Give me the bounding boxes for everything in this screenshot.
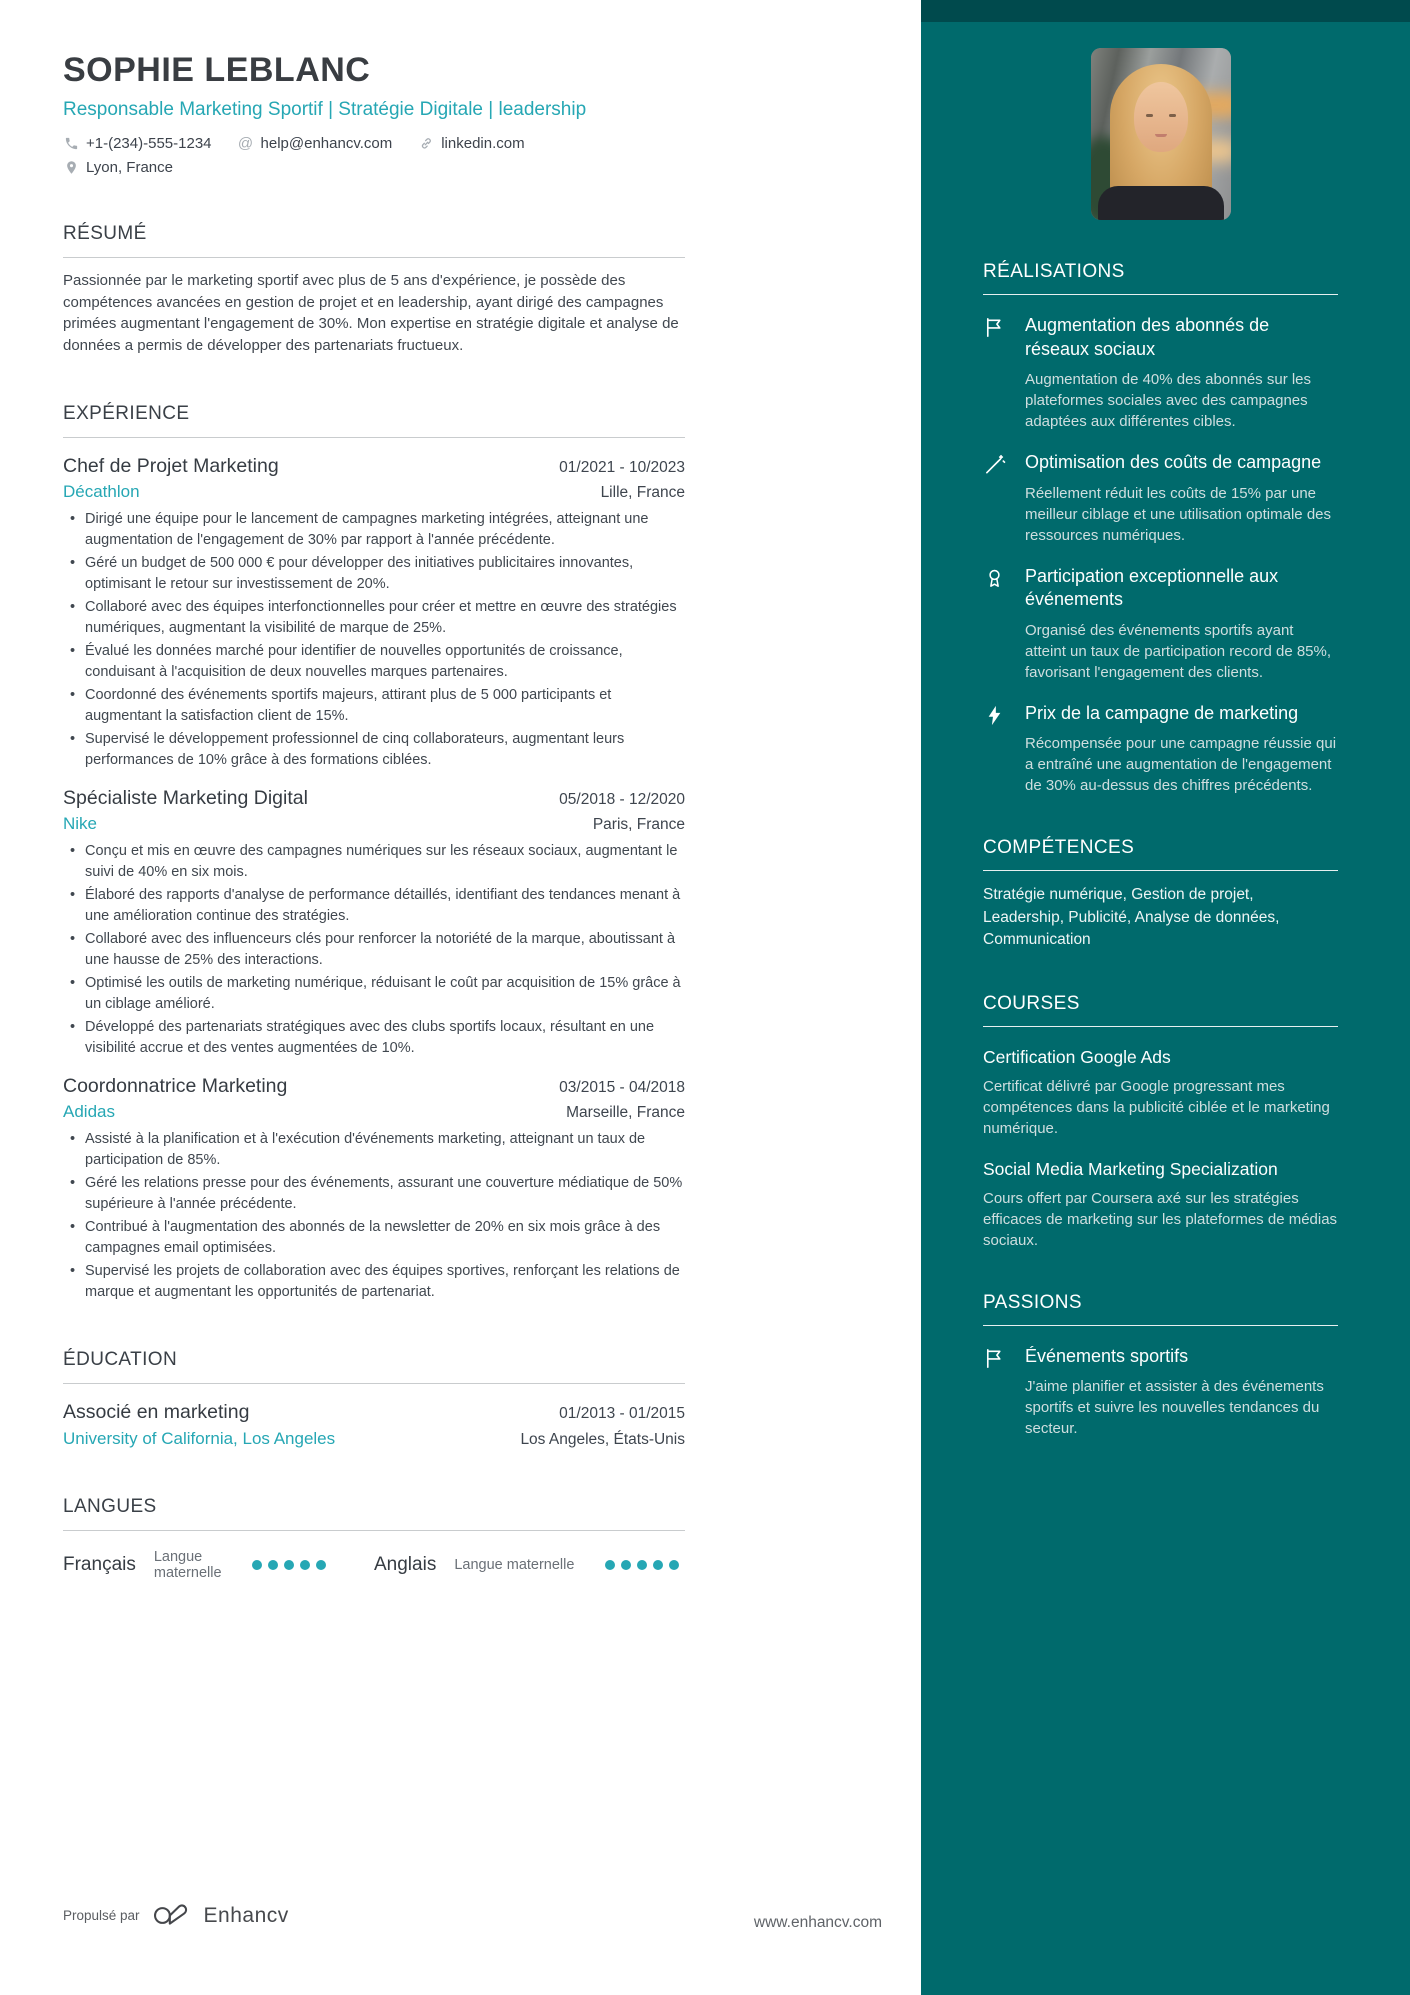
passions-list (983, 1345, 1338, 1440)
proficiency-dot (268, 1560, 278, 1570)
achievement-text: Augmentation de 40% des abonnés sur les plateformes sociales avec des campagnes adaptées aux différentes cibles. (1025, 371, 1312, 430)
course-title: Social Media Marketing Specialization (983, 1158, 1278, 1179)
job-location: Lille, France (600, 484, 685, 501)
brand-name[interactable]: Enhancv (203, 1903, 289, 1927)
education-heading: ÉDUCATION (63, 1348, 685, 1384)
job-location: Marseille, France (566, 1104, 685, 1121)
job-bullet: • Élaboré des rapports d'analyse de performance détaillés, identifiant des tendances menant à une amélioration continue des stratégies. (63, 885, 685, 926)
job-bullets (63, 509, 685, 770)
job-bullet: • Géré les relations presse pour des événements, assurant une couverture médiatique de 50% supérieure à l'année précédente. (63, 1173, 685, 1214)
achievement-item (983, 314, 1338, 432)
proficiency-dot (300, 1560, 310, 1570)
phone-contact[interactable] (63, 135, 212, 152)
job-bullet: • Supervisé le développement professionnel de cinq collaborateurs, augmentant leurs performances de 10% grâce à des formations ciblées. (63, 729, 685, 770)
job-bullets (63, 841, 685, 1058)
language-level: Langue maternelle (153, 1549, 222, 1581)
medal-icon (983, 565, 1025, 683)
achievement-text: Réellement réduit les coûts de 15% par une meilleur ciblage et une utilisation optimale des ressources numériques. (1025, 484, 1332, 544)
contact-info (63, 135, 685, 176)
powered-by-label: Propulsé par (63, 1908, 140, 1923)
achievement-text: Organisé des événements sportifs ayant atteint un taux de participation record de 85%, favorisant l'engagement des clients. (1025, 621, 1332, 681)
phone-icon (63, 136, 79, 152)
job-bullet: • Développé des partenariats stratégiques avec des clubs sportifs locaux, résultant en une visibilité accrue et des ventes augmentées de 10%. (63, 1017, 685, 1058)
job-dates: 01/2021 - 10/2023 (559, 459, 685, 476)
bolt-icon (983, 702, 1025, 797)
achievement-item (983, 702, 1338, 797)
job-bullet: • Dirigé une équipe pour le lancement de campagnes marketing intégrées, atteignant une augmentation de l'engagement de 30% par rapport à l'année précédente. (63, 509, 685, 550)
website-contact[interactable] (418, 135, 524, 152)
job-bullets (63, 1129, 685, 1302)
course-text: Certificat délivré par Google progressant mes compétences dans la publicité ciblée et le marketing numérique. (983, 1077, 1330, 1137)
education-dates: 01/2013 - 01/2015 (559, 1405, 685, 1422)
achievement-text: J'aime planifier et assister à des événements sportifs et suivre les nouvelles tendances du secteur. (1025, 1378, 1324, 1437)
experience-heading: EXPÉRIENCE (63, 402, 685, 438)
job-bullet: • Évalué les données marché pour identifier de nouvelles opportunités de croissance, conduisant à l'acquisition de deux nouvelles marques partenaires. (63, 641, 685, 682)
experience-entry (63, 1073, 685, 1302)
skills-section (983, 836, 1338, 952)
achievement-title: Augmentation des abonnés de réseaux sociaux (1025, 315, 1270, 359)
proficiency-dot (669, 1560, 679, 1570)
job-bullet: • Assisté à la planification et à l'exécution d'événements marketing, atteignant un taux de participation de 85%. (63, 1129, 685, 1170)
person-headline: Responsable Marketing Sportif | Stratégie Digitale | leadership (63, 99, 587, 120)
courses-list (983, 1046, 1338, 1251)
language-item (374, 1549, 685, 1581)
experience-entry (63, 785, 685, 1058)
job-bullet: • Conçu et mis en œuvre des campagnes numériques sur les réseaux sociaux, augmentant le suivi de 40% en six mois. (63, 841, 685, 882)
education-degree: Associé en marketing (63, 1401, 250, 1423)
summary-heading: RÉSUMÉ (63, 222, 685, 258)
phone-number: +1-(234)-555-1234 (86, 135, 212, 152)
location-pin-icon (63, 160, 79, 176)
language-name: Anglais (374, 1554, 437, 1575)
achievements-list (983, 314, 1338, 796)
course-item (983, 1046, 1338, 1139)
language-proficiency-dots (246, 1560, 326, 1570)
languages-list (63, 1549, 685, 1581)
job-bullet: • Géré un budget de 500 000 € pour développer des initiatives publicitaires innovantes, optimisant le retour sur investissement de 20%. (63, 553, 685, 594)
job-company[interactable]: Décathlon (63, 482, 140, 501)
language-level: Langue maternelle (454, 1557, 575, 1573)
proficiency-dot (621, 1560, 631, 1570)
achievement-text: Récompensée pour une campagne réussie qui a entraîné une augmentation de l'engagement de 30% au-dessus des chiffres précédents. (1025, 735, 1337, 794)
link-icon (418, 136, 434, 152)
education-location: Los Angeles, États-Unis (520, 1431, 685, 1448)
main-column (63, 0, 685, 1581)
job-title: Coordonnatrice Marketing (63, 1075, 288, 1097)
flag-icon (983, 1345, 1025, 1440)
skills-text: Stratégie numérique, Gestion de projet, Leadership, Publicité, Analyse de données, Communication (983, 886, 1280, 948)
languages-section (63, 1495, 685, 1581)
job-title: Chef de Projet Marketing (63, 455, 279, 477)
email-contact[interactable] (238, 135, 393, 152)
achievement-item (983, 565, 1338, 683)
job-bullet: • Supervisé les projets de collaboration avec des équipes sportives, renforçant les relations de marque et augmentant les opportunités de partenariat. (63, 1261, 685, 1302)
job-dates: 03/2015 - 04/2018 (559, 1079, 685, 1096)
experience-entry (63, 453, 685, 770)
passions-heading: PASSIONS (983, 1291, 1338, 1326)
proficiency-dot (605, 1560, 615, 1570)
courses-heading: COURSES (983, 992, 1338, 1027)
at-icon: @ (237, 135, 254, 152)
language-name: Français (63, 1554, 136, 1575)
language-proficiency-dots (599, 1560, 679, 1570)
summary-section (63, 222, 685, 356)
job-bullet: • Collaboré avec des influenceurs clés pour renforcer la notoriété de la marque, aboutissant à une hausse de 25% des interactions. (63, 929, 685, 970)
achievement-title: Événements sportifs (1025, 1345, 1189, 1366)
flag-icon (983, 314, 1025, 432)
passions-section (983, 1291, 1338, 1440)
course-text: Cours offert par Coursera axé sur les stratégies efficaces de marketing sur les plateformes de médias sociaux. (983, 1189, 1338, 1249)
achievement-title: Participation exceptionnelle aux événements (1025, 565, 1279, 609)
website-url: linkedin.com (441, 135, 525, 152)
profile-photo (1091, 48, 1231, 220)
summary-text: Passionnée par le marketing sportif avec plus de 5 ans d'expérience, je possède des compétences avancées en gestion de projet et en leadership, ayant dirigé des campagnes primées augmentant l'engagement de 30%. Mon expertise en stratégie digitale et analyse de données a permis de développer des partenariats fructueux. (63, 272, 679, 354)
job-company[interactable]: Adidas (63, 1102, 115, 1121)
location-contact (63, 159, 173, 176)
footer-url[interactable]: www.enhancv.com (753, 1914, 882, 1931)
achievement-title: Optimisation des coûts de campagne (1025, 452, 1322, 472)
proficiency-dot (637, 1560, 647, 1570)
job-bullet: • Contribué à l'augmentation des abonnés de la newsletter de 20% en six mois grâce à des campagnes email optimisées. (63, 1217, 685, 1258)
job-company[interactable]: Nike (63, 814, 98, 833)
experience-jobs (63, 453, 685, 1302)
language-item (63, 1549, 374, 1581)
email-address: help@enhancv.com (260, 135, 393, 152)
job-dates: 05/2018 - 12/2020 (559, 791, 685, 808)
proficiency-dot (316, 1560, 326, 1570)
job-bullet: • Optimisé les outils de marketing numérique, réduisant le coût par acquisition de 15% grâce à un ciblage amélioré. (63, 973, 685, 1014)
course-item (983, 1158, 1338, 1251)
job-title: Spécialiste Marketing Digital (63, 787, 308, 809)
course-title: Certification Google Ads (983, 1046, 1171, 1067)
proficiency-dot (252, 1560, 262, 1570)
achievements-heading: RÉALISATIONS (983, 260, 1338, 295)
wand-icon (983, 451, 1025, 546)
skills-heading: COMPÉTENCES (983, 836, 1338, 871)
job-bullet: • Coordonné des événements sportifs majeurs, attirant plus de 5 000 participants et augmentant la satisfaction client de 15%. (63, 685, 685, 726)
enhancv-logo-icon[interactable] (152, 1902, 192, 1929)
education-school: University of California, Los Angeles (63, 1429, 336, 1448)
courses-section (983, 992, 1338, 1251)
experience-section (63, 402, 685, 1302)
location-text: Lyon, France (86, 159, 173, 176)
footer (63, 1902, 1410, 1948)
languages-heading: LANGUES (63, 1495, 685, 1531)
achievement-title: Prix de la campagne de marketing (1025, 702, 1299, 723)
achievement-item (983, 1345, 1338, 1440)
education-section (63, 1348, 685, 1449)
job-bullet: • Collaboré avec des équipes interfonctionnelles pour créer et mettre en œuvre des stratégies numériques, augmentant la visibilité de marque de 25%. (63, 597, 685, 638)
job-location: Paris, France (592, 816, 685, 833)
proficiency-dot (653, 1560, 663, 1570)
achievements-section (983, 260, 1338, 796)
achievement-item (983, 451, 1338, 546)
proficiency-dot (284, 1560, 294, 1570)
person-name: SOPHIE LEBLANC (63, 51, 371, 89)
sidebar (921, 0, 1410, 1995)
